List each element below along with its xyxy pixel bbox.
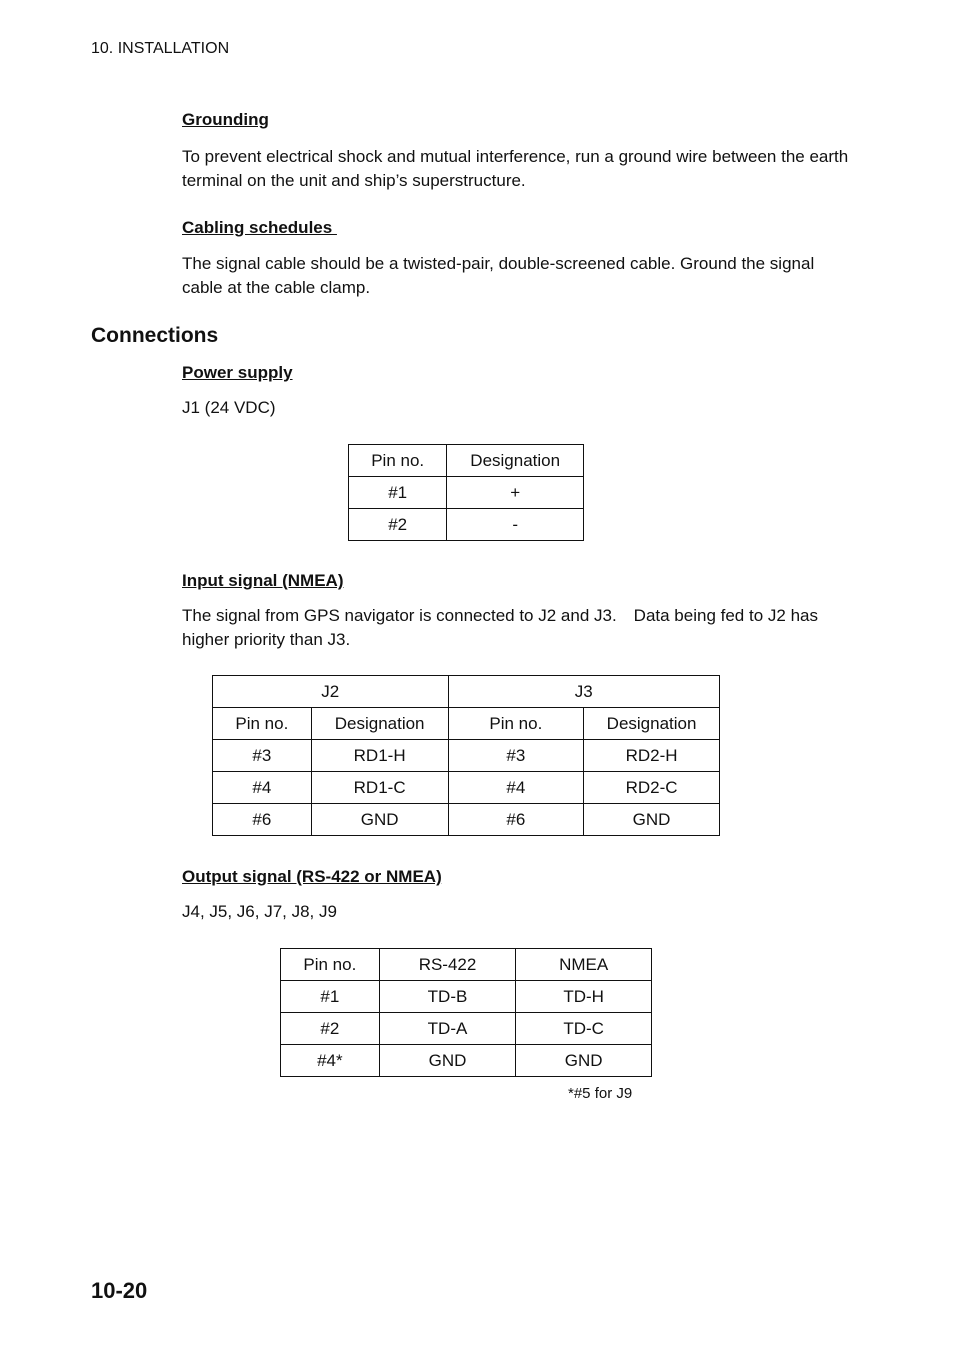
table-cell: #6 (213, 804, 312, 836)
table-cell: TD-A (379, 1013, 516, 1045)
table-cell: TD-C (516, 1013, 652, 1045)
table-cell: RD2-H (584, 740, 720, 772)
table-cell: TD-B (379, 981, 516, 1013)
table-footnote: *#5 for J9 (568, 1085, 633, 1102)
power-pin-table (348, 444, 584, 541)
table-header-cell: Pin no. (281, 949, 380, 981)
input-signal-heading: Input signal (NMEA) (182, 571, 344, 590)
table-cell: GND (379, 1045, 516, 1077)
table-header-cell: Designation (447, 445, 584, 477)
table-group-cell: J2 (213, 676, 449, 708)
table-header-cell: Designation (584, 708, 720, 740)
connections-heading: Connections (91, 324, 219, 347)
table-header-cell: Pin no. (448, 708, 584, 740)
table-cell: #6 (448, 804, 584, 836)
input-pin-table (212, 675, 720, 836)
table-row (281, 1013, 652, 1045)
table-row (213, 740, 720, 772)
table-group-row (213, 676, 720, 708)
table-cell: GND (516, 1045, 652, 1077)
table-header-row (213, 708, 720, 740)
running-head: 10. INSTALLATION (91, 40, 230, 57)
power-supply-heading: Power supply (182, 363, 293, 382)
output-connectors-label: J4, J5, J6, J7, J8, J9 (182, 902, 337, 921)
grounding-text: To prevent electrical shock and mutual interference, run a ground wire between the earth terminal on the unit and ship’s superstructure. (182, 147, 849, 190)
table-cell: - (447, 509, 584, 541)
table-cell: #2 (281, 1013, 380, 1045)
table-row (213, 772, 720, 804)
table-cell: #4 (213, 772, 312, 804)
input-signal-text: The signal from GPS navigator is connected to J2 and J3. Data being fed to J2 has higher priority than J3. (182, 606, 818, 649)
table-cell: RD1-C (311, 772, 448, 804)
table-row (281, 1045, 652, 1077)
table-row (281, 981, 652, 1013)
table-group-cell: J3 (448, 676, 719, 708)
table-row (213, 804, 720, 836)
table-cell: #3 (213, 740, 312, 772)
table-header-cell: NMEA (516, 949, 652, 981)
table-cell: #3 (448, 740, 584, 772)
table-cell: #1 (349, 477, 447, 509)
table-header-cell: Pin no. (349, 445, 447, 477)
table-cell: GND (584, 804, 720, 836)
table-header-cell: Designation (311, 708, 448, 740)
table-row (349, 477, 584, 509)
table-cell: TD-H (516, 981, 652, 1013)
table-cell: #2 (349, 509, 447, 541)
output-pin-table (280, 948, 652, 1077)
table-cell: #4 (448, 772, 584, 804)
table-header-cell: Pin no. (213, 708, 312, 740)
table-header-row (281, 949, 652, 981)
table-cell: GND (311, 804, 448, 836)
table-header-cell: RS-422 (379, 949, 516, 981)
grounding-heading: Grounding (182, 110, 269, 129)
table-cell: #1 (281, 981, 380, 1013)
table-cell: RD2-C (584, 772, 720, 804)
cabling-text: The signal cable should be a twisted-pair, double-screened cable. Ground the signal cable at the cable clamp. (182, 254, 815, 297)
power-connector-label: J1 (24 VDC) (182, 398, 276, 417)
table-cell: #4* (281, 1045, 380, 1077)
page-number: 10-20 (91, 1278, 148, 1303)
cabling-heading: Cabling schedules (182, 218, 337, 237)
output-signal-heading: Output signal (RS-422 or NMEA) (182, 867, 442, 886)
table-header-row (349, 445, 584, 477)
table-row (349, 509, 584, 541)
table-cell: + (447, 477, 584, 509)
table-cell: RD1-H (311, 740, 448, 772)
